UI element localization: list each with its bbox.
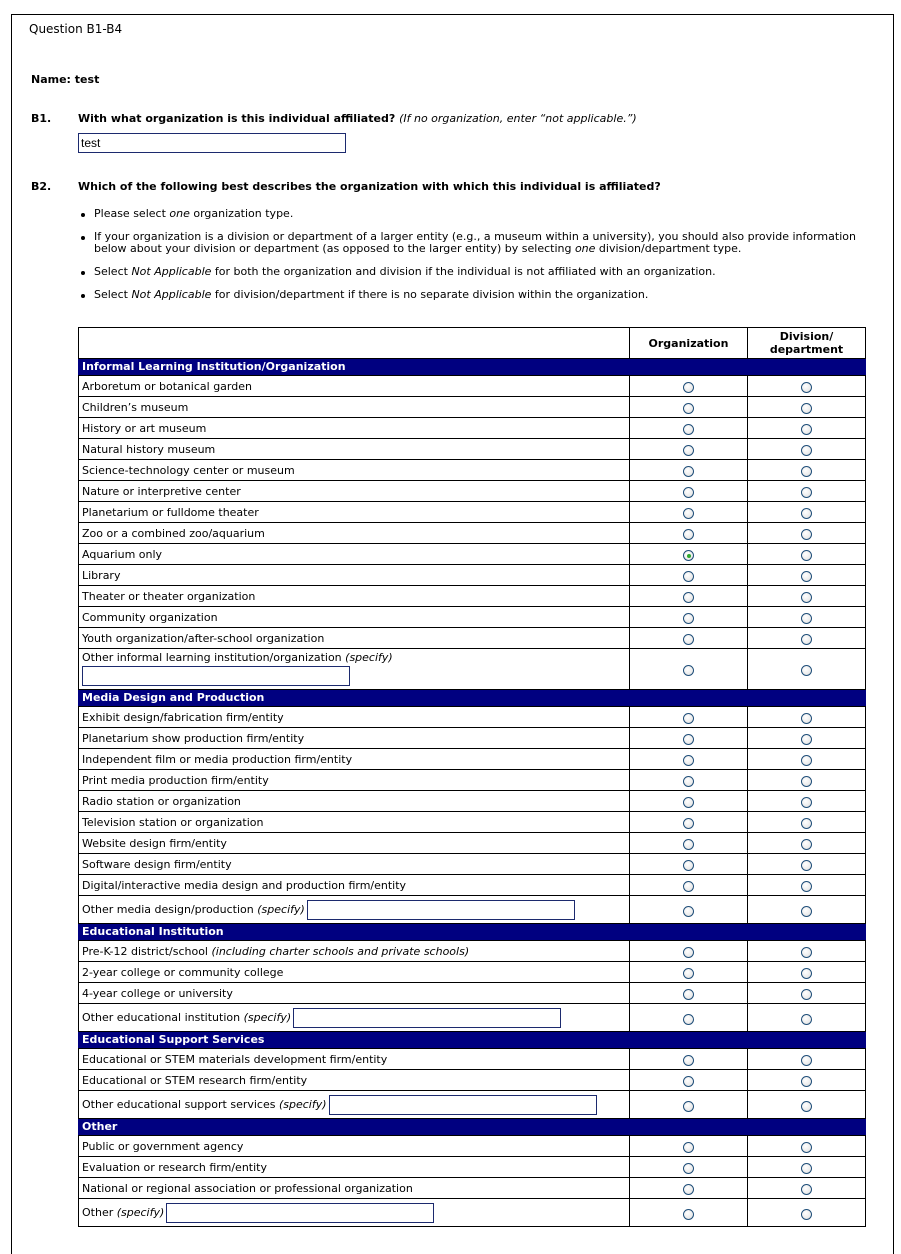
division-radio-cell <box>748 875 866 896</box>
division-radio-cell <box>748 1004 866 1032</box>
table-row <box>79 460 866 481</box>
row-label-cell <box>79 707 630 728</box>
row-label-cell <box>79 586 630 607</box>
division-radio-cell <box>748 770 866 791</box>
row-label: Television station or organization <box>82 815 264 829</box>
organization-radio[interactable] <box>683 947 694 958</box>
row-label: Educational or STEM materials development firm/entity <box>82 1052 388 1066</box>
respondent-name <box>31 73 99 86</box>
organization-radio-cell <box>630 523 748 544</box>
row-label-cell <box>79 1136 630 1157</box>
b2-question: Which of the following best describes the organization with which this individual is affiliated? <box>78 180 661 193</box>
organization-radio-cell <box>630 983 748 1004</box>
table-row <box>79 586 866 607</box>
organization-radio-cell <box>630 544 748 565</box>
instruction-text: for both the organization and division if the individual is not affiliated with an organization. <box>211 265 716 278</box>
organization-radio-cell <box>630 460 748 481</box>
organization-radio-cell <box>630 896 748 924</box>
row-label-cell <box>79 1049 630 1070</box>
row-label: 2-year college or community college <box>82 965 284 979</box>
organization-radio[interactable] <box>683 1163 694 1174</box>
instruction-item <box>78 266 868 278</box>
division-radio[interactable] <box>801 529 812 540</box>
organization-radio[interactable] <box>683 571 694 582</box>
division-radio[interactable] <box>801 613 812 624</box>
division-radio[interactable] <box>801 382 812 393</box>
division-radio-cell <box>748 728 866 749</box>
division-radio-cell <box>748 481 866 502</box>
organization-radio-cell <box>630 586 748 607</box>
division-radio-cell <box>748 896 866 924</box>
row-label: Pre-K-12 district/school <box>82 944 208 958</box>
division-radio-cell <box>748 586 866 607</box>
row-label: Evaluation or research firm/entity <box>82 1160 267 1174</box>
row-label-cell <box>79 502 630 523</box>
row-label-cell <box>79 962 630 983</box>
division-radio[interactable] <box>801 860 812 871</box>
row-label: Software design firm/entity <box>82 857 232 871</box>
division-radio[interactable] <box>801 947 812 958</box>
division-radio[interactable] <box>801 968 812 979</box>
row-label: Radio station or organization <box>82 794 241 808</box>
table-row <box>79 770 866 791</box>
section-header: Media Design and Production <box>79 690 866 707</box>
division-radio-cell <box>748 1049 866 1070</box>
division-radio-cell <box>748 1091 866 1119</box>
division-radio[interactable] <box>801 1209 812 1220</box>
organization-radio[interactable] <box>683 881 694 892</box>
organization-radio[interactable] <box>683 1184 694 1195</box>
division-radio[interactable] <box>801 466 812 477</box>
row-label: Natural history museum <box>82 442 216 456</box>
instruction-text: organization type. <box>189 207 294 220</box>
table-row <box>79 544 866 565</box>
division-radio-cell <box>748 962 866 983</box>
instruction-emphasis: one <box>574 242 596 255</box>
table-row <box>79 481 866 502</box>
row-label: Independent film or media production firm/entity <box>82 752 353 766</box>
row-label-cell <box>79 607 630 628</box>
instruction-text: division/department type. <box>595 242 742 255</box>
organization-radio[interactable] <box>683 424 694 435</box>
division-radio-cell <box>748 833 866 854</box>
table-row <box>79 1136 866 1157</box>
division-radio[interactable] <box>801 989 812 1000</box>
specify-hint: (specify) <box>243 1010 292 1024</box>
b1-question-text: With what organization is this individual affiliated? <box>78 112 396 125</box>
row-label: Library <box>82 568 121 582</box>
organization-radio[interactable] <box>683 445 694 456</box>
table-row <box>79 854 866 875</box>
row-label-cell <box>79 1199 630 1227</box>
table-row <box>79 628 866 649</box>
organization-radio-cell <box>630 1178 748 1199</box>
table-row <box>79 502 866 523</box>
table-row <box>79 896 866 924</box>
organization-radio-cell <box>630 439 748 460</box>
organization-radio-cell <box>630 418 748 439</box>
row-label: Theater or theater organization <box>82 589 256 603</box>
row-label: Youth organization/after-school organization <box>82 631 325 645</box>
row-label-cell <box>79 896 630 924</box>
table-row <box>79 983 866 1004</box>
division-radio[interactable] <box>801 734 812 745</box>
organization-radio-cell <box>630 1049 748 1070</box>
organization-type-table <box>78 327 866 1227</box>
section-header: Educational Institution <box>79 924 866 941</box>
table-row <box>79 649 866 690</box>
table-row <box>79 728 866 749</box>
row-label-cell <box>79 460 630 481</box>
organization-radio[interactable] <box>683 755 694 766</box>
row-label-cell <box>79 941 630 962</box>
organization-radio[interactable] <box>683 989 694 1000</box>
organization-radio[interactable] <box>683 665 694 676</box>
row-label: Other media design/production <box>82 902 254 916</box>
table-row <box>79 1049 866 1070</box>
division-radio-cell <box>748 812 866 833</box>
row-label: Science-technology center or museum <box>82 463 295 477</box>
instruction-text: Please select <box>94 207 170 220</box>
row-label: Community organization <box>82 610 218 624</box>
row-label: History or art museum <box>82 421 207 435</box>
organization-radio[interactable] <box>683 860 694 871</box>
organization-radio-cell <box>630 1004 748 1032</box>
b2-number: B2. <box>31 180 52 193</box>
row-label: Children’s museum <box>82 400 189 414</box>
organization-radio-cell <box>630 1070 748 1091</box>
organization-radio-cell <box>630 854 748 875</box>
instruction-emphasis: Not Applicable <box>131 288 212 301</box>
organization-radio-cell <box>630 812 748 833</box>
organization-radio[interactable] <box>683 968 694 979</box>
organization-radio[interactable] <box>683 1142 694 1153</box>
header-blank <box>79 328 630 359</box>
organization-radio-cell <box>630 1157 748 1178</box>
header-division: Division/ department <box>748 328 866 359</box>
division-radio[interactable] <box>801 881 812 892</box>
division-radio-cell <box>748 941 866 962</box>
row-label-cell <box>79 397 630 418</box>
division-radio-cell <box>748 544 866 565</box>
division-radio-cell <box>748 376 866 397</box>
division-radio[interactable] <box>801 1101 812 1112</box>
organization-radio[interactable] <box>683 818 694 829</box>
row-label-cell <box>79 770 630 791</box>
row-label-cell <box>79 854 630 875</box>
division-radio-cell <box>748 1199 866 1227</box>
instruction-item <box>78 289 868 301</box>
row-label-cell <box>79 565 630 586</box>
row-label: Zoo or a combined zoo/aquarium <box>82 526 265 540</box>
organization-radio[interactable] <box>683 1076 694 1087</box>
division-radio-cell <box>748 628 866 649</box>
instruction-text: Select <box>94 288 132 301</box>
division-radio[interactable] <box>801 1184 812 1195</box>
organization-radio[interactable] <box>683 776 694 787</box>
table-row <box>79 749 866 770</box>
specify-input[interactable] <box>329 1095 597 1115</box>
specify-hint: (specify) <box>278 1097 327 1111</box>
organization-radio[interactable] <box>683 906 694 917</box>
division-radio[interactable] <box>801 1163 812 1174</box>
specify-hint: (specify) <box>257 902 305 916</box>
division-radio[interactable] <box>801 839 812 850</box>
b1-hint: (If no organization, enter “not applicable.”) <box>399 112 637 125</box>
division-radio-cell <box>748 439 866 460</box>
organization-radio[interactable] <box>683 1014 694 1025</box>
row-label: Public or government agency <box>82 1139 244 1153</box>
organization-radio[interactable] <box>683 529 694 540</box>
division-radio-cell <box>748 1178 866 1199</box>
division-radio-cell <box>748 1136 866 1157</box>
row-label-cell <box>79 1157 630 1178</box>
section-header: Educational Support Services <box>79 1032 866 1049</box>
division-radio-cell <box>748 854 866 875</box>
row-label-cell <box>79 544 630 565</box>
table-row <box>79 833 866 854</box>
b2-instructions <box>78 208 868 312</box>
instruction-item <box>78 231 868 255</box>
organization-radio-cell <box>630 728 748 749</box>
row-note: (including charter schools and private schools) <box>211 944 470 958</box>
division-radio-cell <box>748 460 866 481</box>
division-radio-cell <box>748 397 866 418</box>
division-radio[interactable] <box>801 550 812 561</box>
table-row <box>79 523 866 544</box>
table-row <box>79 565 866 586</box>
organization-radio[interactable] <box>683 1055 694 1066</box>
row-label-cell <box>79 1004 630 1032</box>
division-radio[interactable] <box>801 1142 812 1153</box>
row-label: Nature or interpretive center <box>82 484 241 498</box>
division-radio[interactable] <box>801 403 812 414</box>
table-row <box>79 1199 866 1227</box>
division-radio[interactable] <box>801 713 812 724</box>
row-label-cell <box>79 1070 630 1091</box>
row-label-cell <box>79 649 630 690</box>
division-radio[interactable] <box>801 487 812 498</box>
fieldset-legend: Question B1-B4 <box>29 22 123 36</box>
row-label: Digital/interactive media design and production firm/entity <box>82 878 407 892</box>
row-label-cell <box>79 1091 630 1119</box>
organization-radio-cell <box>630 628 748 649</box>
division-radio[interactable] <box>801 755 812 766</box>
row-label-cell <box>79 376 630 397</box>
row-label-cell <box>79 749 630 770</box>
division-radio[interactable] <box>801 445 812 456</box>
organization-radio[interactable] <box>683 634 694 645</box>
table-row <box>79 875 866 896</box>
division-radio[interactable] <box>801 1055 812 1066</box>
division-radio[interactable] <box>801 818 812 829</box>
row-label-cell <box>79 1178 630 1199</box>
division-radio[interactable] <box>801 1076 812 1087</box>
row-label-cell <box>79 875 630 896</box>
table-row <box>79 418 866 439</box>
organization-radio-cell <box>630 1199 748 1227</box>
organization-radio-cell <box>630 565 748 586</box>
organization-radio[interactable] <box>683 508 694 519</box>
organization-radio[interactable] <box>683 1209 694 1220</box>
organization-radio-cell <box>630 376 748 397</box>
division-radio-cell <box>748 1070 866 1091</box>
organization-radio[interactable] <box>683 613 694 624</box>
table-row <box>79 607 866 628</box>
instruction-text: for division/department if there is no separate division within the organization. <box>211 288 649 301</box>
organization-radio[interactable] <box>683 713 694 724</box>
division-radio-cell <box>748 418 866 439</box>
division-radio-cell <box>748 523 866 544</box>
division-radio[interactable] <box>801 592 812 603</box>
specify-input[interactable] <box>293 1008 561 1028</box>
header-organization: Organization <box>630 328 748 359</box>
division-radio[interactable] <box>801 634 812 645</box>
table-row <box>79 707 866 728</box>
organization-radio-cell <box>630 1136 748 1157</box>
organization-radio[interactable] <box>683 466 694 477</box>
specify-input[interactable] <box>82 666 350 686</box>
table-row <box>79 962 866 983</box>
table-row <box>79 397 866 418</box>
specify-input[interactable] <box>307 900 575 920</box>
organization-radio[interactable] <box>683 382 694 393</box>
division-radio[interactable] <box>801 571 812 582</box>
organization-radio[interactable] <box>683 550 694 561</box>
table-row <box>79 791 866 812</box>
organization-radio-cell <box>630 770 748 791</box>
organization-radio[interactable] <box>683 734 694 745</box>
row-label: 4-year college or university <box>82 986 233 1000</box>
organization-radio-cell <box>630 1091 748 1119</box>
table-row <box>79 1004 866 1032</box>
instruction-item <box>78 208 868 220</box>
division-radio-cell <box>748 1157 866 1178</box>
row-label-cell <box>79 812 630 833</box>
division-radio-cell <box>748 707 866 728</box>
b1-organization-input[interactable] <box>78 133 346 153</box>
instruction-emphasis: Not Applicable <box>131 265 212 278</box>
division-radio-cell <box>748 502 866 523</box>
organization-radio-cell <box>630 502 748 523</box>
instruction-emphasis: one <box>169 207 190 220</box>
organization-radio-cell <box>630 962 748 983</box>
organization-radio-cell <box>630 397 748 418</box>
row-label-cell <box>79 418 630 439</box>
division-radio[interactable] <box>801 665 812 676</box>
row-label: Other informal learning institution/organization <box>82 650 342 664</box>
row-label: Planetarium show production firm/entity <box>82 731 305 745</box>
division-radio-cell <box>748 649 866 690</box>
row-label: Print media production firm/entity <box>82 773 269 787</box>
organization-radio[interactable] <box>683 403 694 414</box>
b1-number: B1. <box>31 112 52 125</box>
organization-radio-cell <box>630 791 748 812</box>
organization-radio[interactable] <box>683 839 694 850</box>
table-row <box>79 812 866 833</box>
organization-radio-cell <box>630 649 748 690</box>
row-label: National or regional association or professional organization <box>82 1181 413 1195</box>
table-row <box>79 376 866 397</box>
organization-radio[interactable] <box>683 797 694 808</box>
row-label: Planetarium or fulldome theater <box>82 505 259 519</box>
row-label-cell <box>79 523 630 544</box>
row-label-cell <box>79 728 630 749</box>
row-label: Aquarium only <box>82 547 163 561</box>
row-label: Exhibit design/fabrication firm/entity <box>82 710 284 724</box>
name-label: Name: <box>31 73 71 86</box>
organization-radio[interactable] <box>683 487 694 498</box>
organization-radio-cell <box>630 875 748 896</box>
division-radio[interactable] <box>801 424 812 435</box>
table-row <box>79 439 866 460</box>
row-label-cell <box>79 791 630 812</box>
division-radio-cell <box>748 565 866 586</box>
division-radio-cell <box>748 749 866 770</box>
organization-radio[interactable] <box>683 592 694 603</box>
name-value: test <box>74 73 100 86</box>
row-label-cell <box>79 628 630 649</box>
division-radio-cell <box>748 791 866 812</box>
division-radio[interactable] <box>801 508 812 519</box>
division-radio[interactable] <box>801 776 812 787</box>
row-label: Other educational institution <box>82 1010 241 1024</box>
organization-radio-cell <box>630 707 748 728</box>
organization-radio-cell <box>630 941 748 962</box>
specify-hint: (specify) <box>345 650 393 664</box>
row-label: Other educational support services <box>82 1097 276 1111</box>
specify-hint: (specify) <box>116 1205 165 1219</box>
section-header: Informal Learning Institution/Organization <box>79 359 866 376</box>
instruction-text: If your organization is a division or department of a larger entity (e.g., a museum within a university), you should also provide information below about your division or department (as opposed to the larger entity) by selecting <box>94 230 856 255</box>
division-radio-cell <box>748 983 866 1004</box>
division-radio[interactable] <box>801 906 812 917</box>
table-row <box>79 1091 866 1119</box>
organization-radio-cell <box>630 833 748 854</box>
division-radio[interactable] <box>801 797 812 808</box>
row-label-cell <box>79 983 630 1004</box>
table-row <box>79 1070 866 1091</box>
table-row <box>79 941 866 962</box>
row-label-cell <box>79 833 630 854</box>
b1-question <box>78 112 637 125</box>
row-label: Educational or STEM research firm/entity <box>82 1073 308 1087</box>
organization-radio-cell <box>630 749 748 770</box>
row-label-cell <box>79 481 630 502</box>
row-label: Arboretum or botanical garden <box>82 379 252 393</box>
division-radio[interactable] <box>801 1014 812 1025</box>
division-radio-cell <box>748 607 866 628</box>
row-label-cell <box>79 439 630 460</box>
row-label: Website design firm/entity <box>82 836 227 850</box>
section-header: Other <box>79 1119 866 1136</box>
specify-input[interactable] <box>166 1203 434 1223</box>
organization-radio-cell <box>630 481 748 502</box>
table-row <box>79 1157 866 1178</box>
organization-radio-cell <box>630 607 748 628</box>
row-label: Other <box>82 1205 114 1219</box>
table-row <box>79 1178 866 1199</box>
instruction-text: Select <box>94 265 132 278</box>
organization-radio[interactable] <box>683 1101 694 1112</box>
